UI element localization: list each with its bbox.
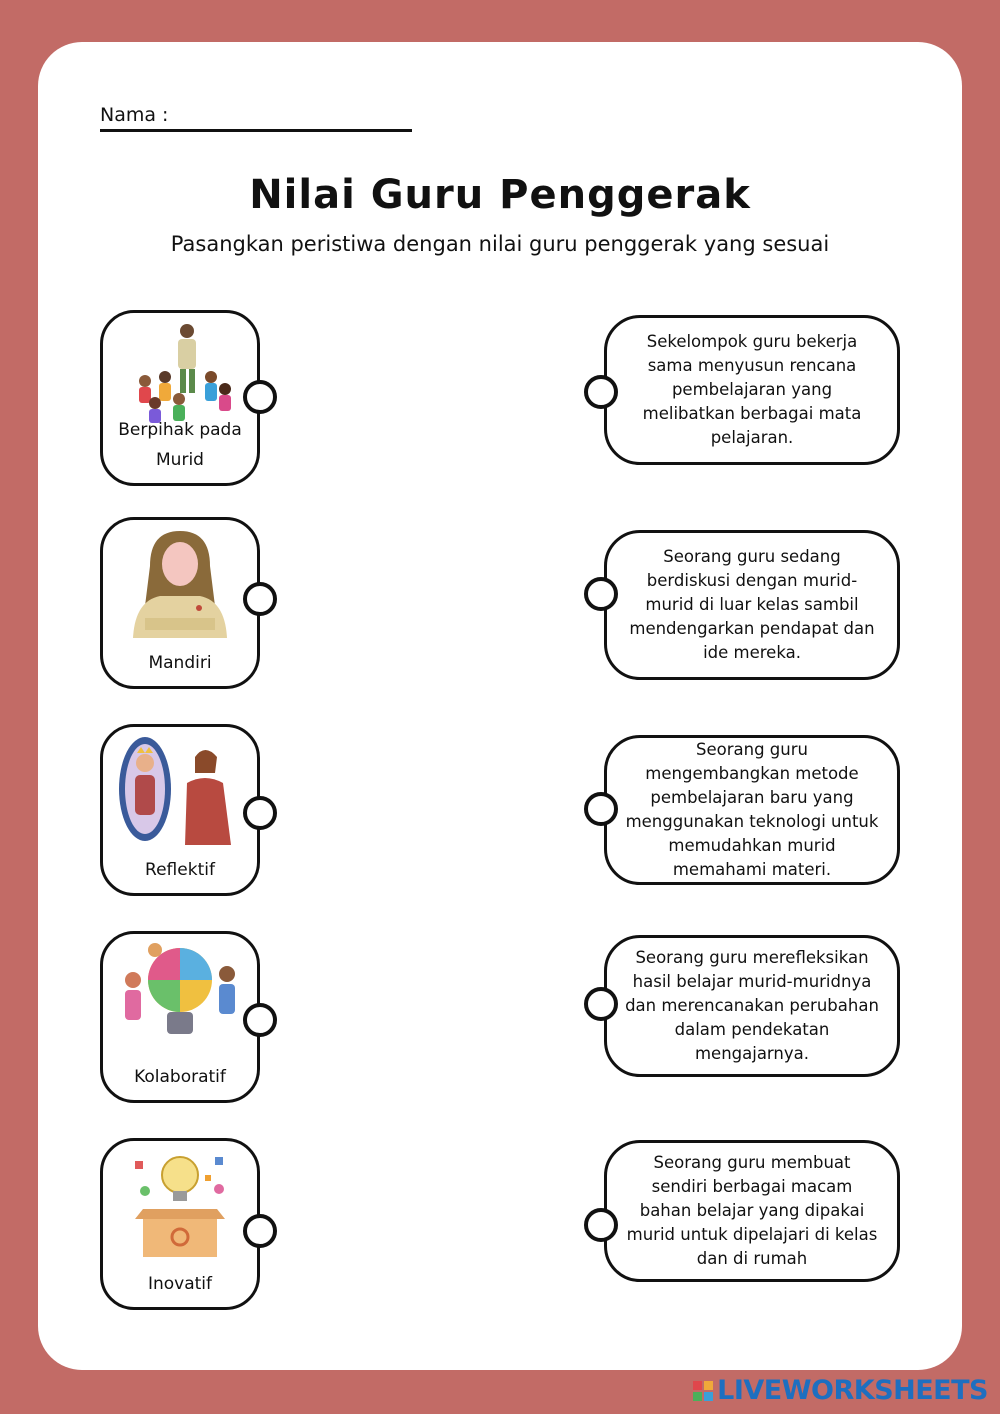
match-dot-left-2[interactable]	[243, 582, 277, 616]
value-card-mandiri	[100, 517, 260, 689]
worksheet-page	[38, 42, 962, 1370]
value-label: Kolaboratif	[134, 1067, 226, 1087]
event-card-5	[604, 1140, 900, 1282]
value-label: Berpihak pada Murid	[118, 420, 242, 470]
value-card-kolaboratif	[100, 931, 260, 1103]
event-text: Seorang guru mengembangkan metode pembelajaran baru yang menggunakan teknologi untuk memudahkan murid memahami materi.	[625, 740, 879, 879]
event-text: Sekelompok guru bekerja sama menyusun rencana pembelajaran yang melibatkan berbagai mata pelajaran.	[642, 332, 862, 447]
liveworksheets-logo	[693, 1375, 988, 1406]
puzzle-lightbulb-team-icon	[115, 940, 245, 1052]
value-label: Inovatif	[147, 1274, 213, 1294]
event-card-1	[604, 315, 900, 465]
value-card-inovatif	[100, 1138, 260, 1310]
event-text: Seorang guru merefleksikan hasil belajar murid-muridnya dan merencanakan perubahan dalam pendekatan mengajarnya.	[625, 948, 879, 1063]
match-dot-right-1[interactable]	[584, 375, 618, 409]
logo-text: LIVEWORKSHEETS	[717, 1375, 988, 1406]
event-card-4	[604, 935, 900, 1077]
hijab-teacher-icon	[115, 526, 245, 638]
page-subtitle: Pasangkan peristiwa dengan nilai guru penggerak yang sesuai	[170, 232, 830, 256]
event-text: Seorang guru sedang berdiskusi dengan murid-murid di luar kelas sambil mendengarkan pendapat dan ide mereka.	[629, 547, 875, 662]
event-card-2	[604, 530, 900, 680]
event-card-3	[604, 735, 900, 885]
value-card-berpihak	[100, 310, 260, 486]
name-label: Nama :	[100, 104, 169, 126]
match-dot-right-5[interactable]	[584, 1208, 618, 1242]
idea-box-icon	[115, 1147, 245, 1259]
match-dot-left-1[interactable]	[243, 380, 277, 414]
mirror-reflection-icon	[115, 733, 245, 845]
match-dot-left-5[interactable]	[243, 1214, 277, 1248]
logo-blocks-icon	[693, 1381, 713, 1401]
match-dot-right-2[interactable]	[584, 577, 618, 611]
name-input-line[interactable]	[100, 129, 412, 132]
match-dot-left-4[interactable]	[243, 1003, 277, 1037]
match-dot-right-3[interactable]	[584, 792, 618, 826]
value-card-reflektif	[100, 724, 260, 896]
match-dot-left-3[interactable]	[243, 796, 277, 830]
value-label: Mandiri	[148, 653, 212, 673]
value-label: Reflektif	[145, 860, 215, 880]
match-dot-right-4[interactable]	[584, 987, 618, 1021]
event-text: Seorang guru membuat sendiri berbagai macam bahan belajar yang dipakai murid untuk dipelajari di kelas dan di rumah	[626, 1153, 878, 1268]
page-title: Nilai Guru Penggerak	[249, 172, 751, 218]
